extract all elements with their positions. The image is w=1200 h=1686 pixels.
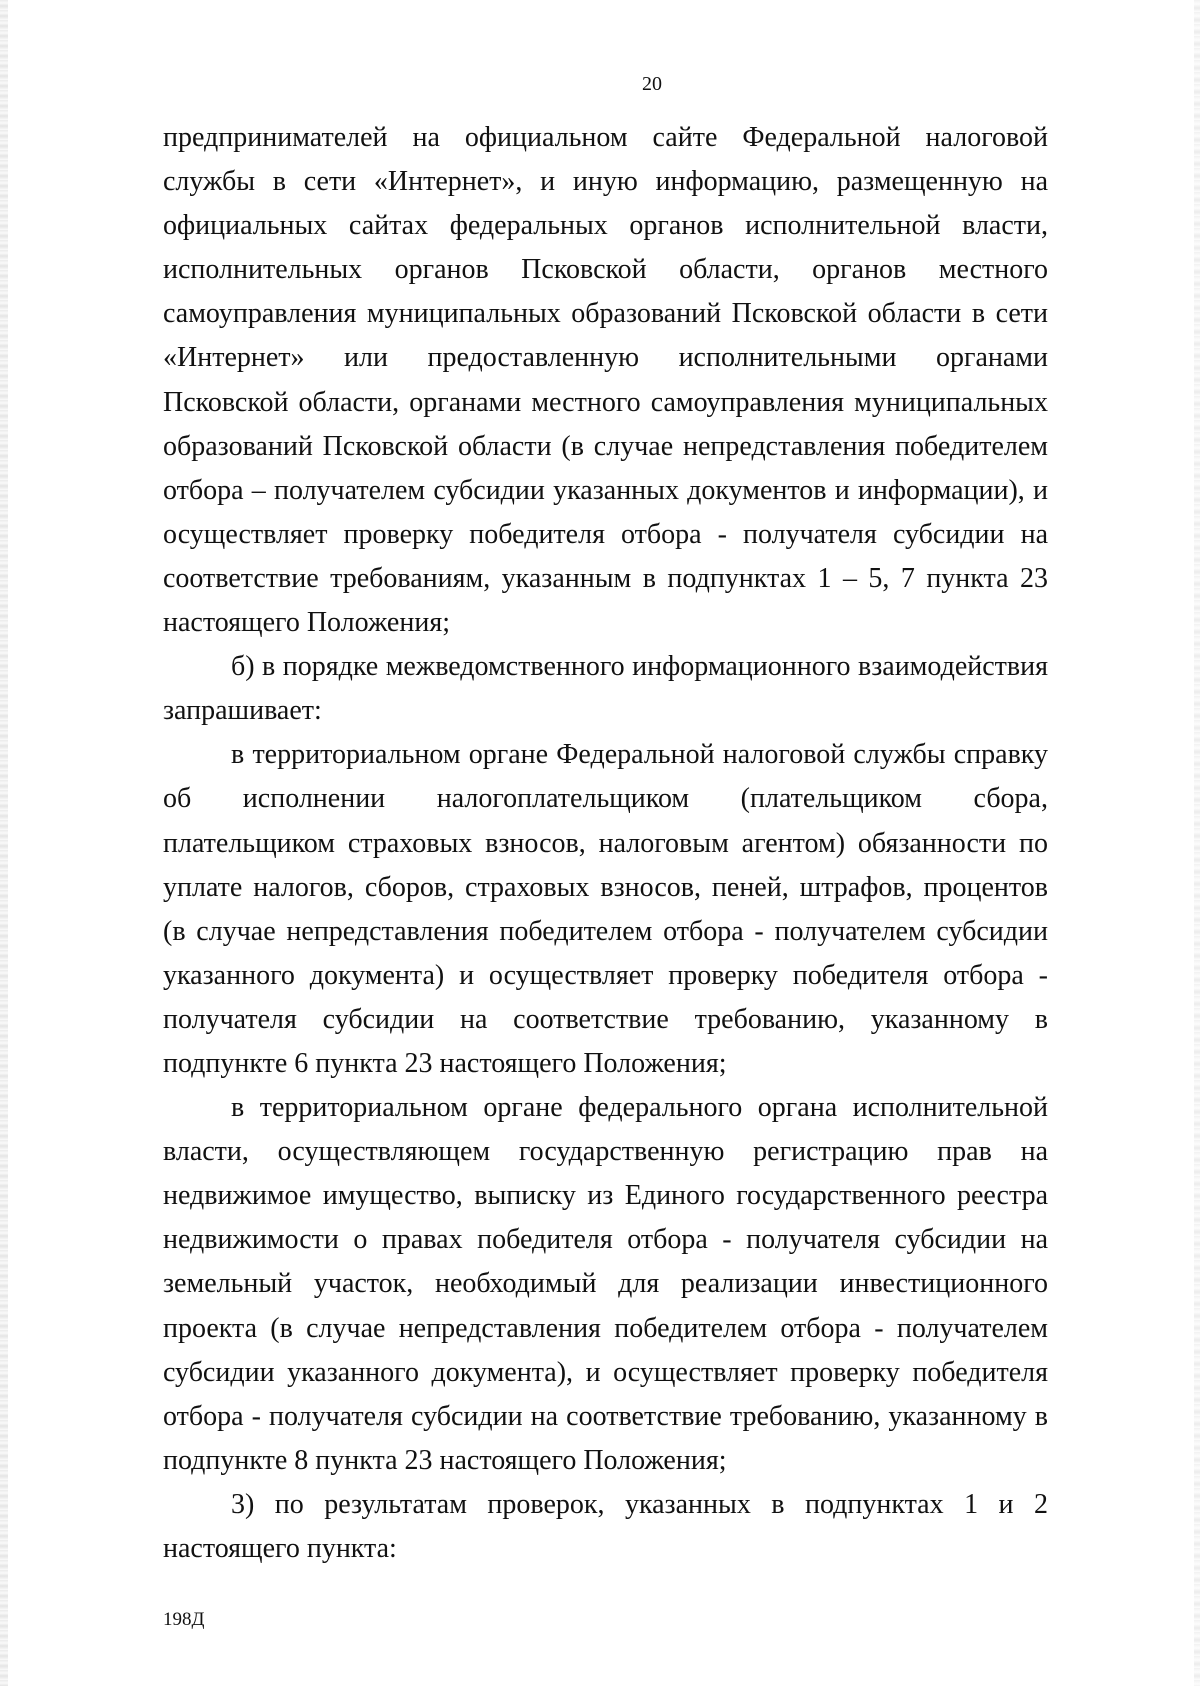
paragraph-tax-service-request: в территориальном органе Федеральной налоговой службы справку об исполнении налогоплательщиком (плательщиком сбора, плательщиком страховых взносов, налоговым агентом) обязанности по уплате налогов, сборов, страховых взносов, пеней, штрафов, процентов (в случае непредставления победителем отбора - получателем субсидии указанного документа) и осуществляет проверку победителя отбора - получателя субсидии на соответствие требованию, указанному в подпункте 6 пункта 23 настоящего Положения; <box>163 739 1048 1079</box>
scan-edge-left <box>0 0 8 1686</box>
paragraph-property-registry-request: в территориальном органе федерального органа исполнительной власти, осуществляющем государственную регистрацию прав на недвижимое имущество, выписку из Единого государственного реестра недвижимости о правах победителя отбора - получателя субсидии на земельный участок, необходимый для реализации инвестиционного проекта (в случае непредставления победителем отбора - получателем субсидии указанного документа), и осуществляет проверку победителя отбора - получателя субсидии на соответствие требованию, указанному в подпункте 8 пункта 23 настоящего Положения; <box>163 1092 1048 1476</box>
scan-edge-right <box>1194 0 1200 1686</box>
document-body <box>163 116 1048 1571</box>
paragraph-subitem-b: б) в порядке межведомственного информационного взаимодействия запрашивает: <box>163 651 1048 727</box>
paragraph-item-3: 3) по результатам проверок, указанных в подпунктах 1 и 2 настоящего пункта: <box>163 1488 1048 1564</box>
paragraph-continuation: предпринимателей на официальном сайте Федеральной налоговой службы в сети «Интернет», и иную информацию, размещенную на официальных сайтах федеральных органов исполнительной власти, исполнительных органов Псковской области, органов местного самоуправления муниципальных образований Псковской области в сети «Интернет» или предоставленную исполнительными органами Псковской области, органами местного самоуправления муниципальных образований Псковской области (в случае непредставления победителем отбора – получателем субсидии указанных документов и информации), и осуществляет проверку победителя отбора - получателя субсидии на соответствие требованиям, указанным в подпунктах 1 – 5, 7 пункта 23 настоящего Положения; <box>163 122 1048 639</box>
page-number: 20 <box>642 73 662 95</box>
document-code: 198Д <box>163 1609 205 1630</box>
